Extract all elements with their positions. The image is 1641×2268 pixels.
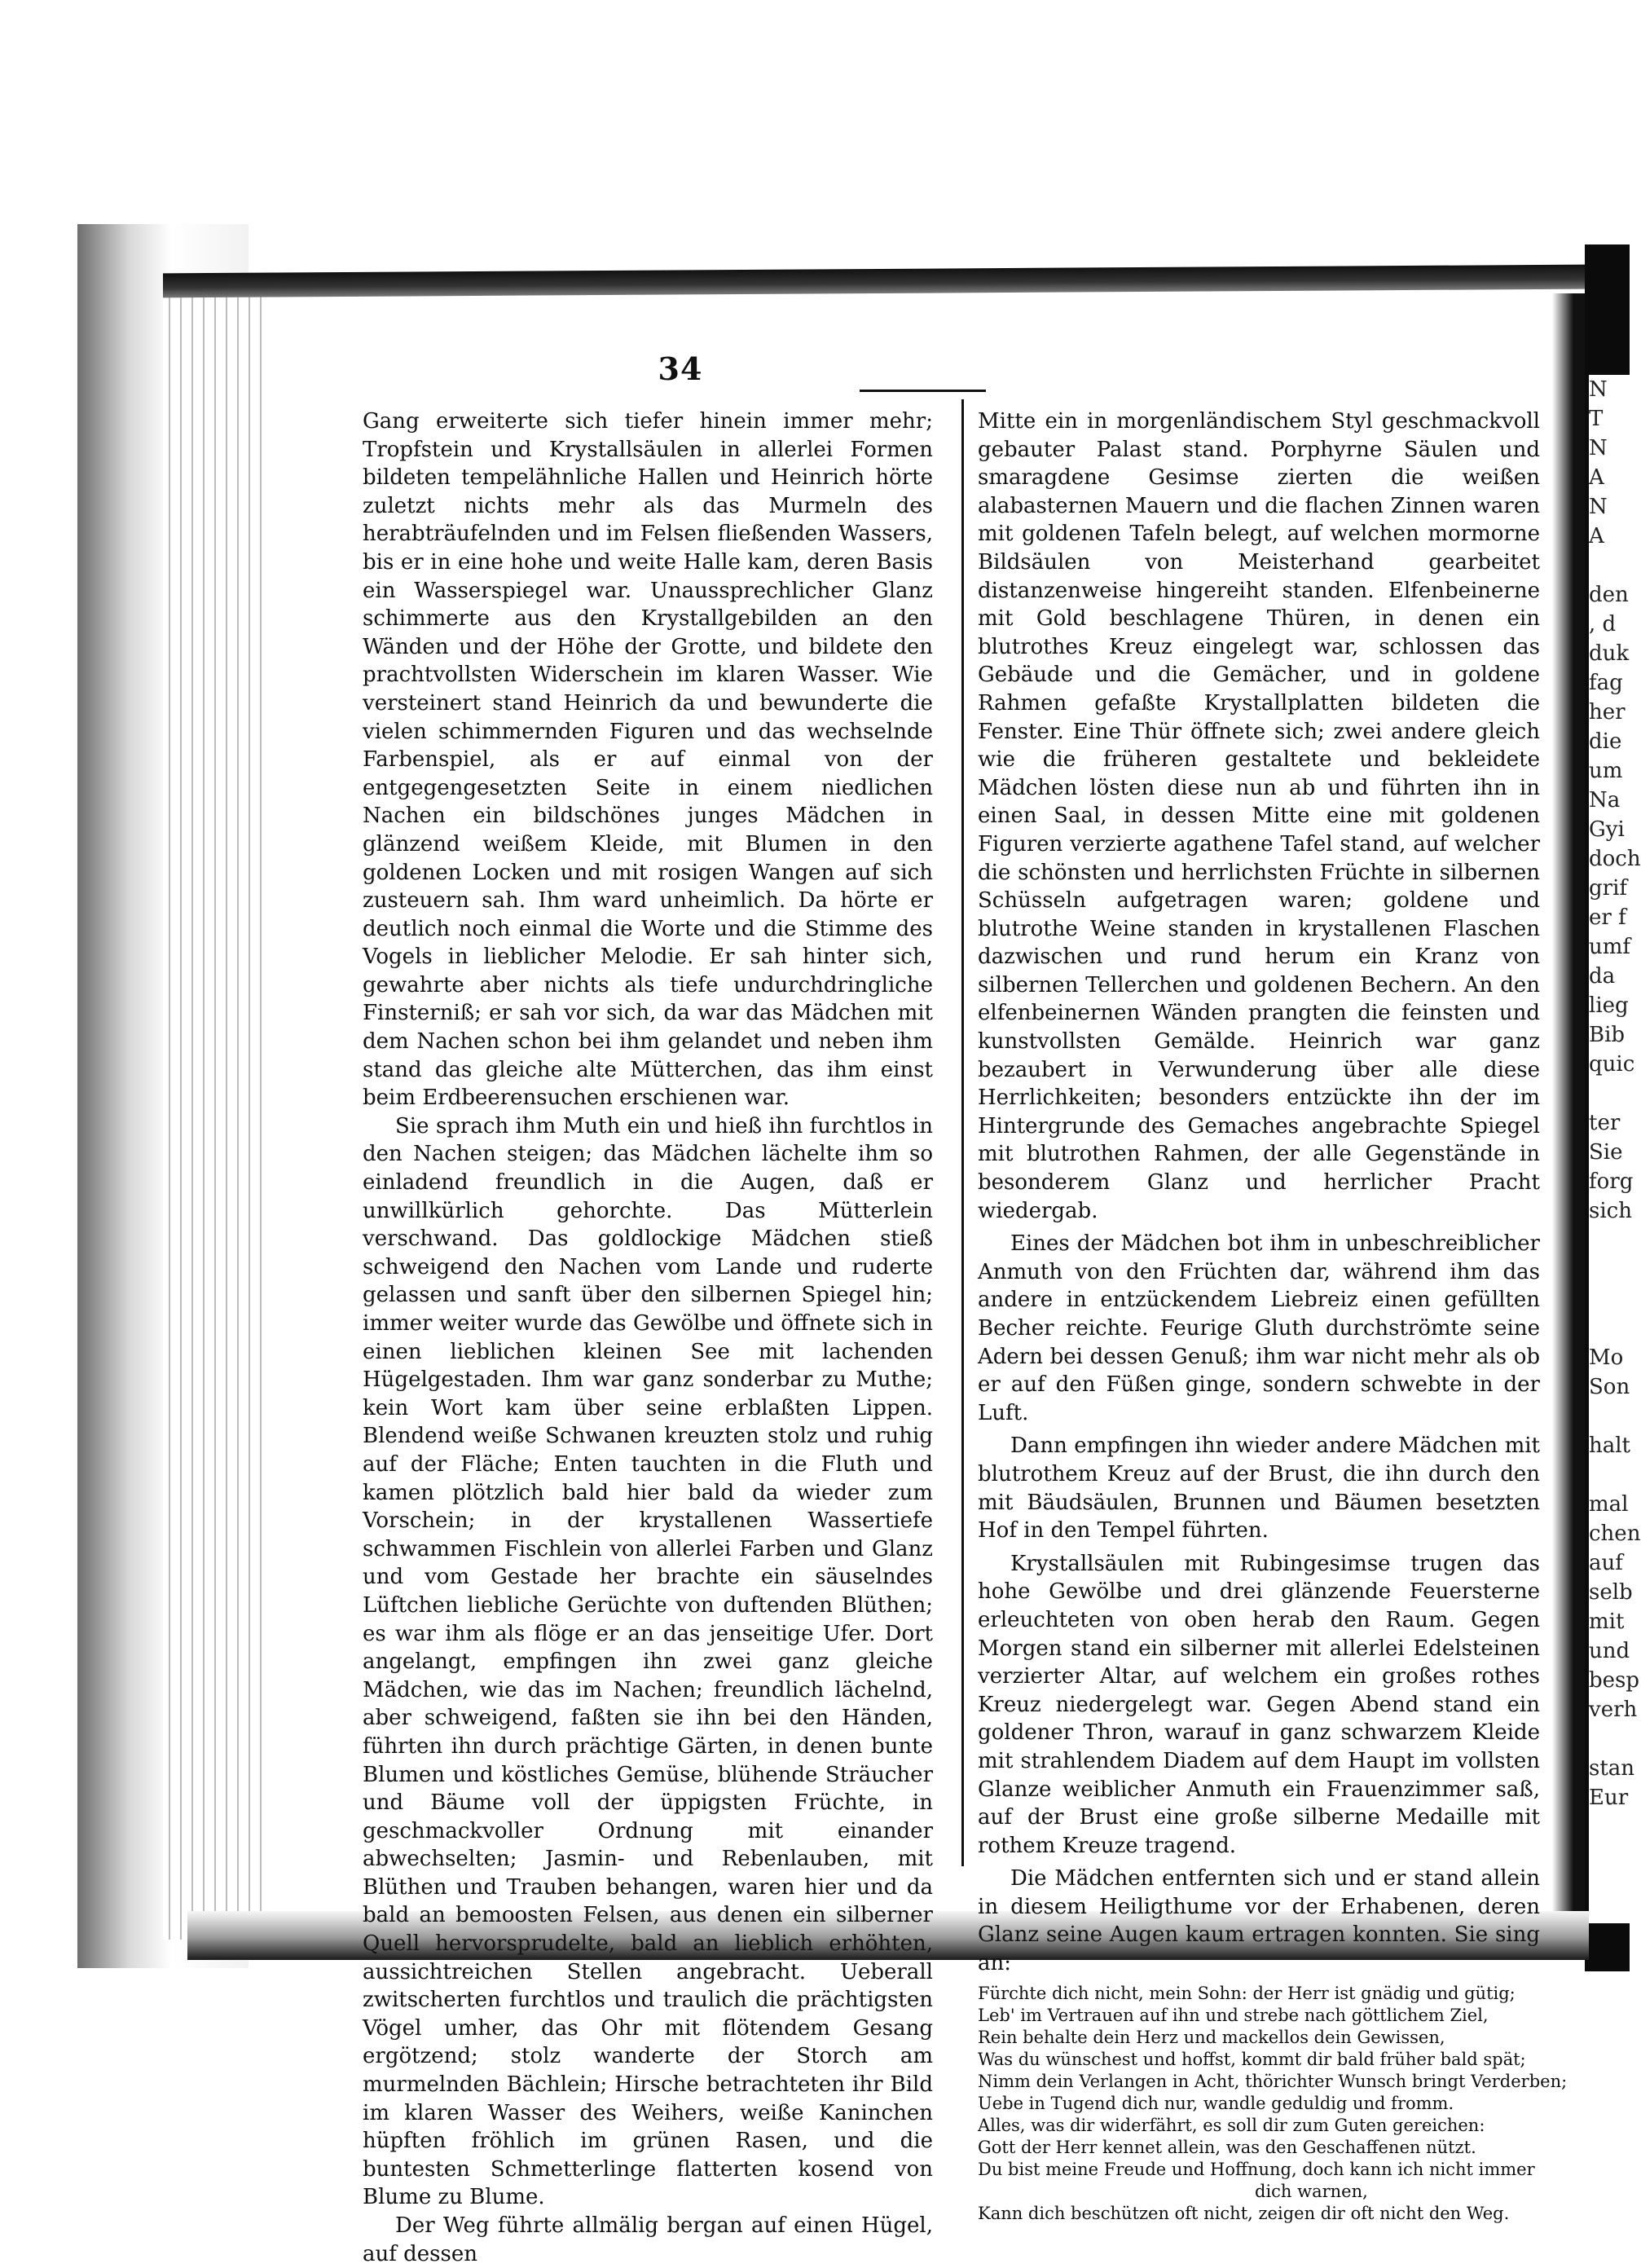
next-page-fragment-line: Na — [1589, 788, 1621, 813]
next-page-fragment-line: auf — [1589, 1551, 1623, 1575]
next-page-fragment-line — [1589, 1255, 1630, 1284]
poem-line: Was du wünschest und hoffst, kommt dir bald früher bald spät; — [978, 2049, 1526, 2069]
next-page-fragment-line: chen — [1589, 1522, 1641, 1546]
next-page-fragment-line — [1589, 1314, 1630, 1343]
paragraph: Krystallsäulen mit Rubingesimse trugen das hohe Gewölbe und drei glänzende Feuersterne erleuchteten von oben herab den Raum. Gegen Morgen stand ein silberner mit allerlei Edelsteinen verzierter Altar, auf welchem ein großes rothes Kreuz niedergelegt war. Gegen Abend stand ein goldener Thron, warauf in ganz schwarzem Kleide mit strahlendem Diadem auf dem Haupt im vollsten Glanze weiblicher Anmuth ein Frauenzimmer saß, auf der Brust eine große silberne Medaille mit rothem Kreuze tragend. — [978, 1551, 1540, 1858]
next-page-fragment-line: selb — [1589, 1580, 1633, 1605]
next-page-fragment-line — [1589, 1402, 1630, 1431]
next-page-fragment — [1589, 375, 1641, 1923]
page-number-rule — [860, 390, 986, 392]
poem-line: Du bist meine Freude und Hoffnung, doch kann ich nicht immer — [978, 2159, 1535, 2179]
next-page-fragment-line: die — [1589, 729, 1622, 754]
book-page-edges — [163, 285, 269, 1940]
next-page-fragment-line: fag — [1589, 671, 1623, 695]
next-page-fragment-line: mit — [1589, 1610, 1625, 1634]
next-page-fragment-line: T — [1589, 407, 1604, 431]
paragraph: Eines der Mädchen bot ihm in unbeschreiblicher Anmuth von den Früchten dar, während ihm das andere in entzückendem Liebreiz einen gefüllten Becher reichte. Feurige Gluth durchströmte seine Adern bei dessen Genuß; ihm war nicht mehr als ob er auf den Füßen ginge, sondern schwebte in der Luft. — [978, 1231, 1540, 1425]
next-page-fragment-line: da — [1589, 964, 1616, 989]
next-page-fragment-line: grif — [1589, 876, 1628, 901]
next-page-fragment-line: , d — [1589, 612, 1617, 636]
next-page-fragment-line: er f — [1589, 905, 1626, 930]
next-page-fragment-line: doch — [1589, 847, 1641, 871]
next-page-fragment-line: umf — [1589, 935, 1631, 959]
next-page-fragment-line: lieg — [1589, 993, 1629, 1018]
next-page-fragment-line: quic — [1589, 1052, 1635, 1077]
poem — [978, 1983, 1568, 2225]
next-page-fragment-line: Bib — [1589, 1023, 1626, 1047]
book-page — [265, 302, 1568, 2266]
poem-line: Fürchte dich nicht, mein Sohn: der Herr ist gnädig und gütig; — [978, 1983, 1516, 2003]
paragraph: Mitte ein in morgenländischem Styl geschmackvoll gebauter Palast stand. Porphyrne Säulen und smaragdene Gesimse zierten die weißen alabasternen Mauern und die flachen Zinnen waren mit goldenen Tafeln belegt, auf welchen mormorne Bildsäulen von Meisterhand gearbeitet distanzenweise hingereiht standen. Elfenbeinerne mit Gold beschlagene Thüren, in denen ein blutrothes Kreuz eingelegt war, schlossen das Gebäude und die Gemächer, und in goldene Rahmen gefaßte Krystallplatten bildeten die Fenster. Eine Thür öffnete sich; zwei andere gleich wie die früheren gestaltete und bekleidete Mädchen lösten diese nun ab und führten ihn in einen Saal, in dessen Mitte eine mit goldenen Figuren verzierte agathene Tafel stand, auf welcher die schönsten und herrlichsten Früchte in silbernen Schüsseln aufgetragen waren; goldene und blutrothe Weine standen in krystallenen Flaschen dazwischen und rund herum ein Kranz von silbernen Tellerchen und goldenen Bechern. An den elfenbeinernen Wänden prangten die feinsten und kunstvollsten Gemälde. Heinrich war ganz bezaubert in Verwunderung über alle diese Herrlichkeiten; besonders entzückte ihn der im Hintergrunde des Gemaches angebrachte Spiegel mit blutrothen Rahmen, der alle Gegenstände in besonderem Glanz und herrlicher Pracht wiedergab. — [978, 409, 1540, 1223]
poem-line: Nimm dein Verlangen in Acht, thörichter Wunsch bringt Verderben; — [978, 2071, 1568, 2091]
next-page-fragment-line: mal — [1589, 1492, 1629, 1517]
next-page-fragment-line — [1589, 1226, 1630, 1255]
next-page-fragment-line: stan — [1589, 1756, 1635, 1781]
next-page-fragment-line: verh — [1589, 1698, 1638, 1722]
next-page-fragment-line: her — [1589, 700, 1626, 724]
next-page-fragment-line: N — [1589, 377, 1608, 402]
next-page-fragment-line: sich — [1589, 1199, 1632, 1223]
next-page-fragment-line — [1589, 1079, 1630, 1108]
next-page-fragment-line: forg — [1589, 1169, 1634, 1194]
page-right-edge — [1552, 293, 1585, 1923]
paragraph: Sie sprach ihm Muth ein und hieß ihn furchtlos in den Nachen steigen; das Mädchen lächelte ihm so einladend freundlich in die Augen, daß er unwillkürlich gehorchte. Das Mütterlein verschwand. Das goldlockige Mädchen stieß schweigend den Nachen vom Lande und ruderte gelassen und sanft über den silbernen Spiegel hin; immer weiter wurde das Gewölbe und öffnete sich in einen lieblichen kleinen See mit lachenden Hügelgestaden. Ihm war ganz sonderbar zu Muthe; kein Wort kam über seine erblaßten Lippen. Blendend weiße Schwanen kreuzten stolz und ruhig auf der Fläche; Enten tauchten in die Fluth und kamen plötzlich bald hier bald da wieder zum Vorschein; in der krystallenen Wassertiefe schwammen Fischlein von allerlei Farben und Glanz und vom Gestade her brachte ein säuselndes Lüftchen liebliche Gerüchte von duftenden Blüthen; es war ihm als flöge er an das jenseitige Ufer. Dort angelangt, empfingen ihn zwei ganz gleiche Mädchen, wie das im Nachen; freundlich lächelnd, aber schweigend, faßten sie ihn bei den Händen, führten ihn durch prächtige Gärten, in denen bunte Blumen und köstliches Gemüse, blühende Sträucher und Bäume voll der üppigsten Früchte, in geschmackvoller Ordnung mit einander abwechselten; Jasmin- und Rebenlauben, mit Blüthen und Trauben behangen, waren hier und da bald an bemoosten Felsen, aus denen ein silberner Quell hervorsprudelte, bald an lieblich erhöhten, aussichtreichen Stellen angebracht. Ueberall zwitscherten furchtlos und traulich die prächtigsten Vögel umher, das Ohr mit flötendem Gesang ergötzend; stolz wanderte der Storch am murmelnden Bächlein; Hirsche betrachteten ihr Bild im klaren Wasser des Weihers, weiße Kaninchen hüpften fröhlich im grünen Rasen, und die buntesten Schmetterlinge flatterten kosend von Blume zu Blume. — [363, 1113, 933, 2210]
next-page-fragment-line: A — [1589, 465, 1604, 490]
poem-line: dich warnen, — [1255, 2181, 1368, 2201]
next-page-fragment-line: Sie — [1589, 1140, 1623, 1165]
paragraph: Dann empfingen ihn wieder andere Mädchen mit blutrothem Kreuz auf der Brust, die ihn durch den mit Bäudsäulen, Brunnen und Bäumen besetzten Hof in den Tempel führten. — [978, 1433, 1540, 1544]
right-column — [978, 407, 1568, 2225]
page-number: 34 — [658, 350, 703, 387]
next-page-fragment-line — [1589, 551, 1630, 580]
next-page-fragment-line — [1589, 1724, 1630, 1754]
next-page-fragment-line: besp — [1589, 1668, 1640, 1693]
poem-line: Gott der Herr kennet allein, was den Geschaffenen nützt. — [978, 2137, 1476, 2157]
next-page-fragment-line — [1589, 1460, 1630, 1490]
paragraph: Gang erweiterte sich tiefer hinein immer mehr; Tropfstein und Krystallsäulen in allerlei Formen bildeten tempelähnliche Hallen und Heinrich hörte zuletzt nichts mehr als das Murmeln des herabträufelnden und im Felsen fließenden Wassers, bis er in eine hohe und weite Halle kam, deren Basis ein Wasserspiegel war. Unaussprechlicher Glanz schimmerte aus den Krystallgebilden an den Wänden und der Höhe der Grotte, und bildete den prachtvollsten Widerschein im klaren Wasser. Wie versteinert stand Heinrich da und bewunderte die vielen schimmernden Figuren und das wechselnde Farbenspiel, als er auf einmal von der entgegengesetzten Seite in einem niedlichen Nachen ein bildschönes junges Mädchen in glänzend weißem Kleide, mit Blumen in den goldenen Locken und mit rosigen Wangen auf sich zusteuern sah. Ihm ward unheimlich. Da hörte er deutlich noch einmal die Worte und die Stimme des Vogels in lieblicher Melodie. Er sah hinter sich, gewahrte aber nichts als tiefe undurchdringliche Finsterniß; er sah vor sich, da war das Mädchen mit dem Nachen schon bei ihm gelandet und neben ihm stand das gleiche alte Mütterchen, das ihm einst beim Erdbeerensuchen erschienen war. — [363, 409, 933, 1111]
next-page-fragment-line: Son — [1589, 1375, 1630, 1399]
scan-margin-top — [0, 0, 1630, 220]
next-page-fragment-line: duk — [1589, 641, 1630, 666]
next-page-fragment-line: Gyi — [1589, 817, 1625, 842]
column-divider — [961, 399, 964, 1866]
next-page-fragment-line — [1589, 1284, 1630, 1314]
next-page-fragment-line: Eur — [1589, 1786, 1629, 1810]
paragraph: Der Weg führte allmälig bergan auf einen Hügel, auf dessen — [363, 2213, 933, 2266]
left-column — [363, 407, 933, 2268]
next-page-fragment-line: um — [1589, 759, 1623, 783]
poem-line: Leb' im Vertrauen auf ihn und strebe nach göttlichem Ziel, — [978, 2005, 1489, 2025]
next-page-fragment-line: A — [1589, 524, 1604, 548]
book-top-border — [163, 265, 1585, 298]
next-page-fragment-line: den — [1589, 583, 1629, 607]
next-page-fragment-line: halt — [1589, 1433, 1631, 1458]
next-page-fragment-line: N — [1589, 436, 1608, 460]
next-page-fragment-line: und — [1589, 1639, 1630, 1663]
paragraph: Die Mädchen entfernten sich und er stand allein in diesem Heiligthume vor der Erhabenen, deren Glanz seine Augen kaum ertragen konnten. Sie sing an: — [978, 1866, 1540, 1976]
poem-line: Alles, was dir widerfährt, es soll dir zum Guten gereichen: — [978, 2115, 1485, 2135]
next-page-fragment-line: N — [1589, 495, 1608, 519]
poem-line: Uebe in Tugend dich nur, wandle geduldig und fromm. — [978, 2093, 1454, 2113]
poem-line: Kann dich beschützen oft nicht, zeigen dir oft nicht den Weg. — [978, 2203, 1510, 2223]
next-page-fragment-line: ter — [1589, 1111, 1621, 1135]
next-page-fragment-line: Mo — [1589, 1345, 1624, 1370]
poem-line: Rein behalte dein Herz und mackellos dein Gewissen, — [978, 2027, 1445, 2047]
